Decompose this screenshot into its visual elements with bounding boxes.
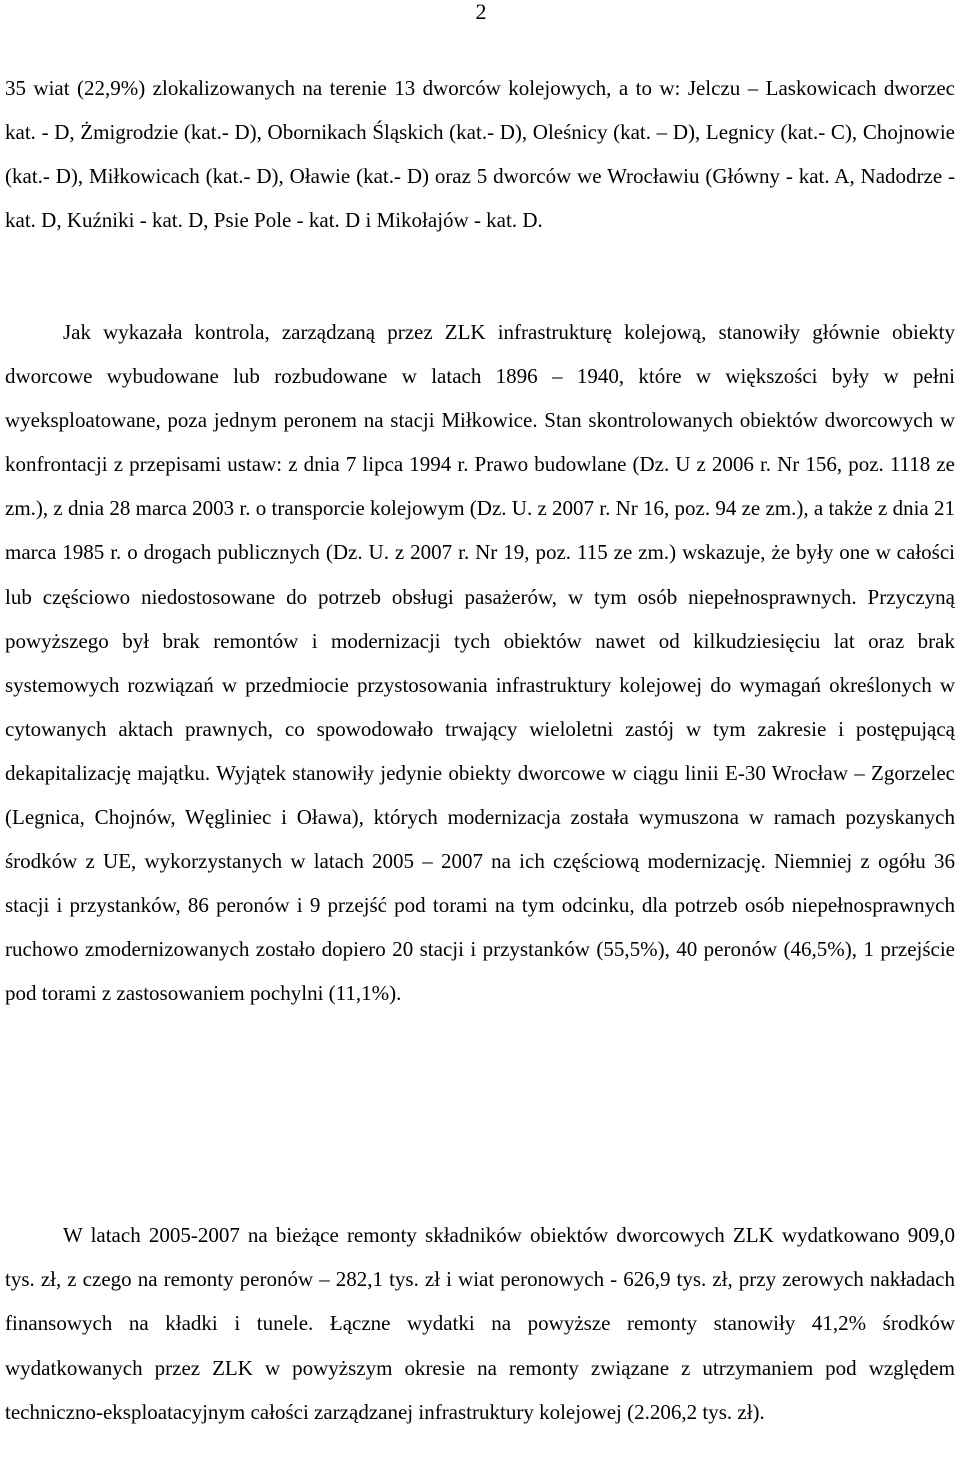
paragraph-remonty-expenses <box>5 1213 955 1434</box>
paragraph-kontrola-findings <box>5 310 955 1016</box>
paragraph-wiaty-list <box>5 66 955 242</box>
paragraph-text: Jak wykazała kontrola, zarządzaną przez ZLK infrastrukturę kolejową, stanowiły głównie obiekty dworcowe wybudowane lub rozbudowane w latach 1896 – 1940, które w większości były w pełni wyeksploatowane, poza jednym peronem na stacji Miłkowice. Stan skontrolowanych obiektów dworcowych w konfrontacji z przepisami ustaw: z dnia 7 lipca 1994 r. Prawo budowlane (Dz. U z 2006 r. Nr 156, poz. 1118 ze zm.), z dnia 28 marca 2003 r. o transporcie kolejowym (Dz. U. z 2007 r. Nr 16, poz. 94 ze zm.), a także z dnia 21 marca 1985 r. o drogach publicznych (Dz. U. z 2007 r. Nr 19, poz. 115 ze zm.) wskazuje, że były one w całości lub częściowo niedostosowane do potrzeb obsługi pasażerów, w tym osób niepełnosprawnych. Przyczyną powyższego był brak remontów i modernizacji tych obiektów nawet od kilkudziesięciu lat oraz brak systemowych rozwiązań w przedmiocie przystosowania infrastruktury kolejowej do wymagań określonych w cytowanych aktach prawnych, co spowodowało trwający wieloletni zastój w tym zakresie i postępującą dekapitalizację majątku. Wyjątek stanowiły jedynie obiekty dworcowe w ciągu linii E-30 Wrocław – Zgorzelec (Legnica, Chojnów, Węgliniec i Oława), których modernizacja została wymuszona w ramach pozyskanych środków z UE, wykorzystanych w latach 2005 – 2007 na ich częściową modernizację. Niemniej z ogółu 36 stacji i przystanków, 86 peronów i 9 przejść pod torami na tym odcinku, dla potrzeb osób niepełnosprawnych ruchowo zmodernizowanych zostało dopiero 20 stacji i przystanków (55,5%), 40 peronów (46,5%), 1 przejście pod torami z zastosowaniem pochylni (11,1%). <box>5 320 955 1006</box>
paragraph-text: W latach 2005-2007 na bieżące remonty składników obiektów dworcowych ZLK wydatkowano 909,0 tys. zł, z czego na remonty peronów – 282,1 tys. zł i wiat peronowych - 626,9 tys. zł, przy zerowych nakładach finansowych na kładki i tunele. Łączne wydatki na powyższe remonty stanowiły 41,2% środków wydatkowanych przez ZLK w powyższym okresie na remonty związane z utrzymaniem pod względem techniczno-eksploatacyjnym całości zarządzanej infrastruktury kolejowej (2.206,2 tys. zł). <box>5 1223 955 1424</box>
page-number: 2 <box>475 0 487 24</box>
paragraph-text: 35 wiat (22,9%) zlokalizowanych na terenie 13 dworców kolejowych, a to w: Jelczu – Laskowicach dworzec kat. - D, Żmigrodzie (kat.- D), Obornikach Śląskich (kat.- D), Oleśnicy (kat. – D), Legnicy (kat.- C), Chojnowie (kat.- D), Miłkowicach (kat.- D), Oławie (kat.- D) oraz 5 dworców we Wrocławiu (Główny - kat. A, Nadodrze - kat. D, Kuźniki - kat. D, Psie Pole - kat. D i Mikołajów - kat. D. <box>5 76 955 232</box>
